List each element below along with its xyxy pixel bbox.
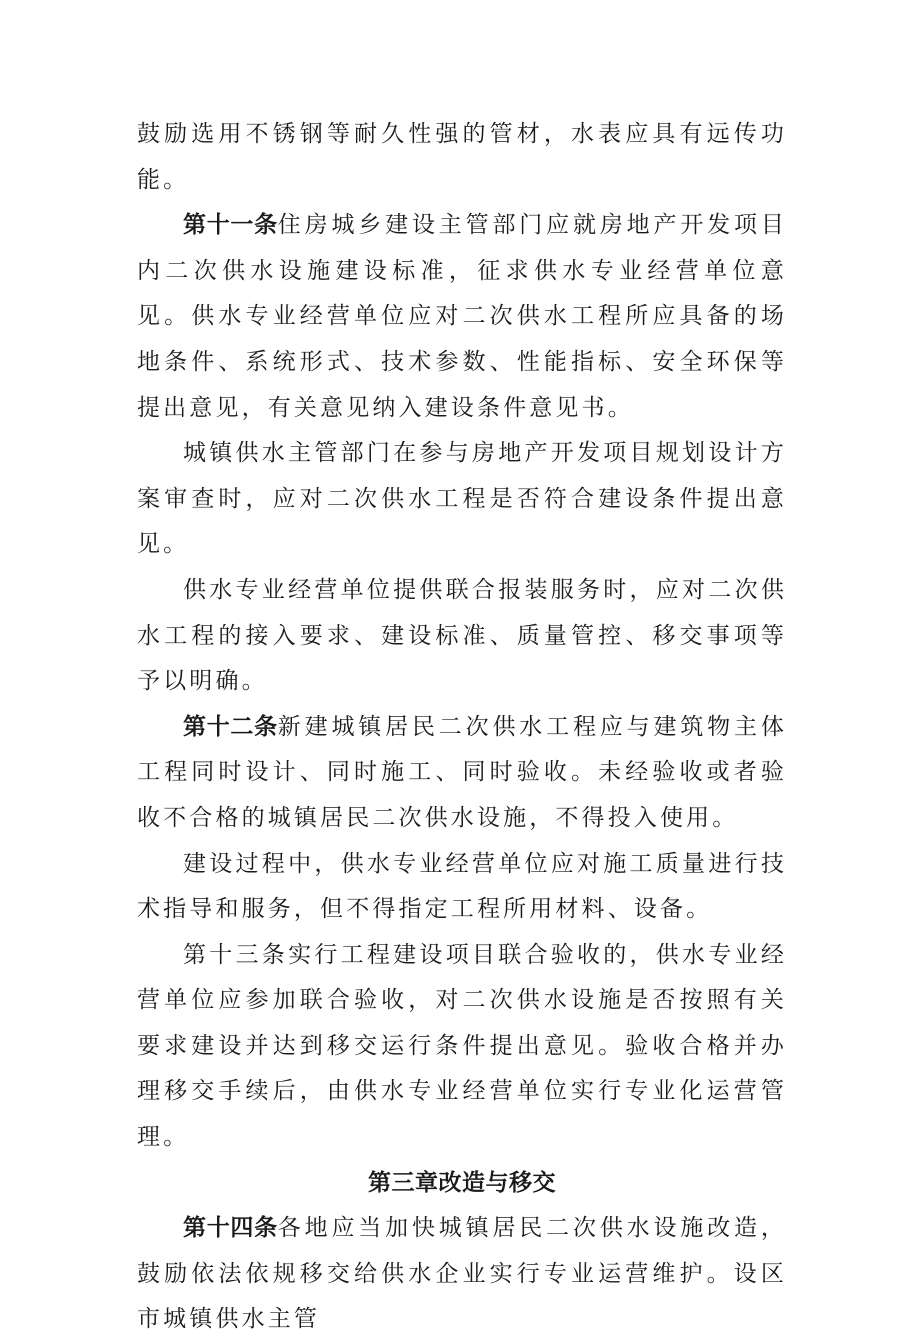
paragraph-construction: 建设过程中，供水专业经营单位应对施工质量进行技术指导和服务，但不得指定工程所用材料、设备。	[137, 850, 787, 923]
article-12-label: 第十二条	[183, 713, 278, 740]
chapter-heading: 第三章改造与移交	[368, 1169, 556, 1196]
article-11-label: 第十一条	[183, 212, 278, 239]
article-11-text: 住房城乡建设主管部门应就房地产开发项目内二次供水设施建设标准，征求供水专业经营单位意见。供水专业经营单位应对二次供水工程所应具备的场地条件、系统形式、技术参数、性能指标、安全环保等提出意见，有关意见纳入建设条件意见书。	[137, 212, 788, 421]
document-page	[137, 112, 787, 1343]
article-12	[137, 705, 787, 842]
article-13: 第十三条实行工程建设项目联合验收的，供水专业经营单位应参加联合验收，对二次供水设施是否按照有关要求建设并达到移交运行条件提出意见。验收合格并办理移交手续后，由供水专业经营单位实行专业化运营管理。	[137, 941, 787, 1151]
article-14	[137, 1206, 787, 1343]
article-14-label: 第十四条	[183, 1215, 278, 1242]
paragraph-town-water-authority: 城镇供水主管部门在参与房地产开发项目规划设计方案审查时，应对二次供水工程是否符合建设条件提出意见。	[137, 440, 787, 558]
article-14-text: 各地应当加快城镇居民二次供水设施改造，鼓励依法依规移交给供水企业实行专业运营维护。设区市城镇供水主管	[137, 1215, 788, 1333]
paragraph-continuation: 鼓励选用不锈钢等耐久性强的管材，水表应具有远传功能。	[137, 121, 787, 193]
article-11	[137, 203, 787, 431]
paragraph-joint-installation: 供水专业经营单位提供联合报装服务时，应对二次供水工程的接入要求、建设标准、质量管控、移交事项等予以明确。	[137, 576, 787, 695]
article-12-text: 新建城镇居民二次供水工程应与建筑物主体工程同时设计、同时施工、同时验收。未经验收或者验收不合格的城镇居民二次供水设施，不得投入使用。	[137, 713, 788, 831]
